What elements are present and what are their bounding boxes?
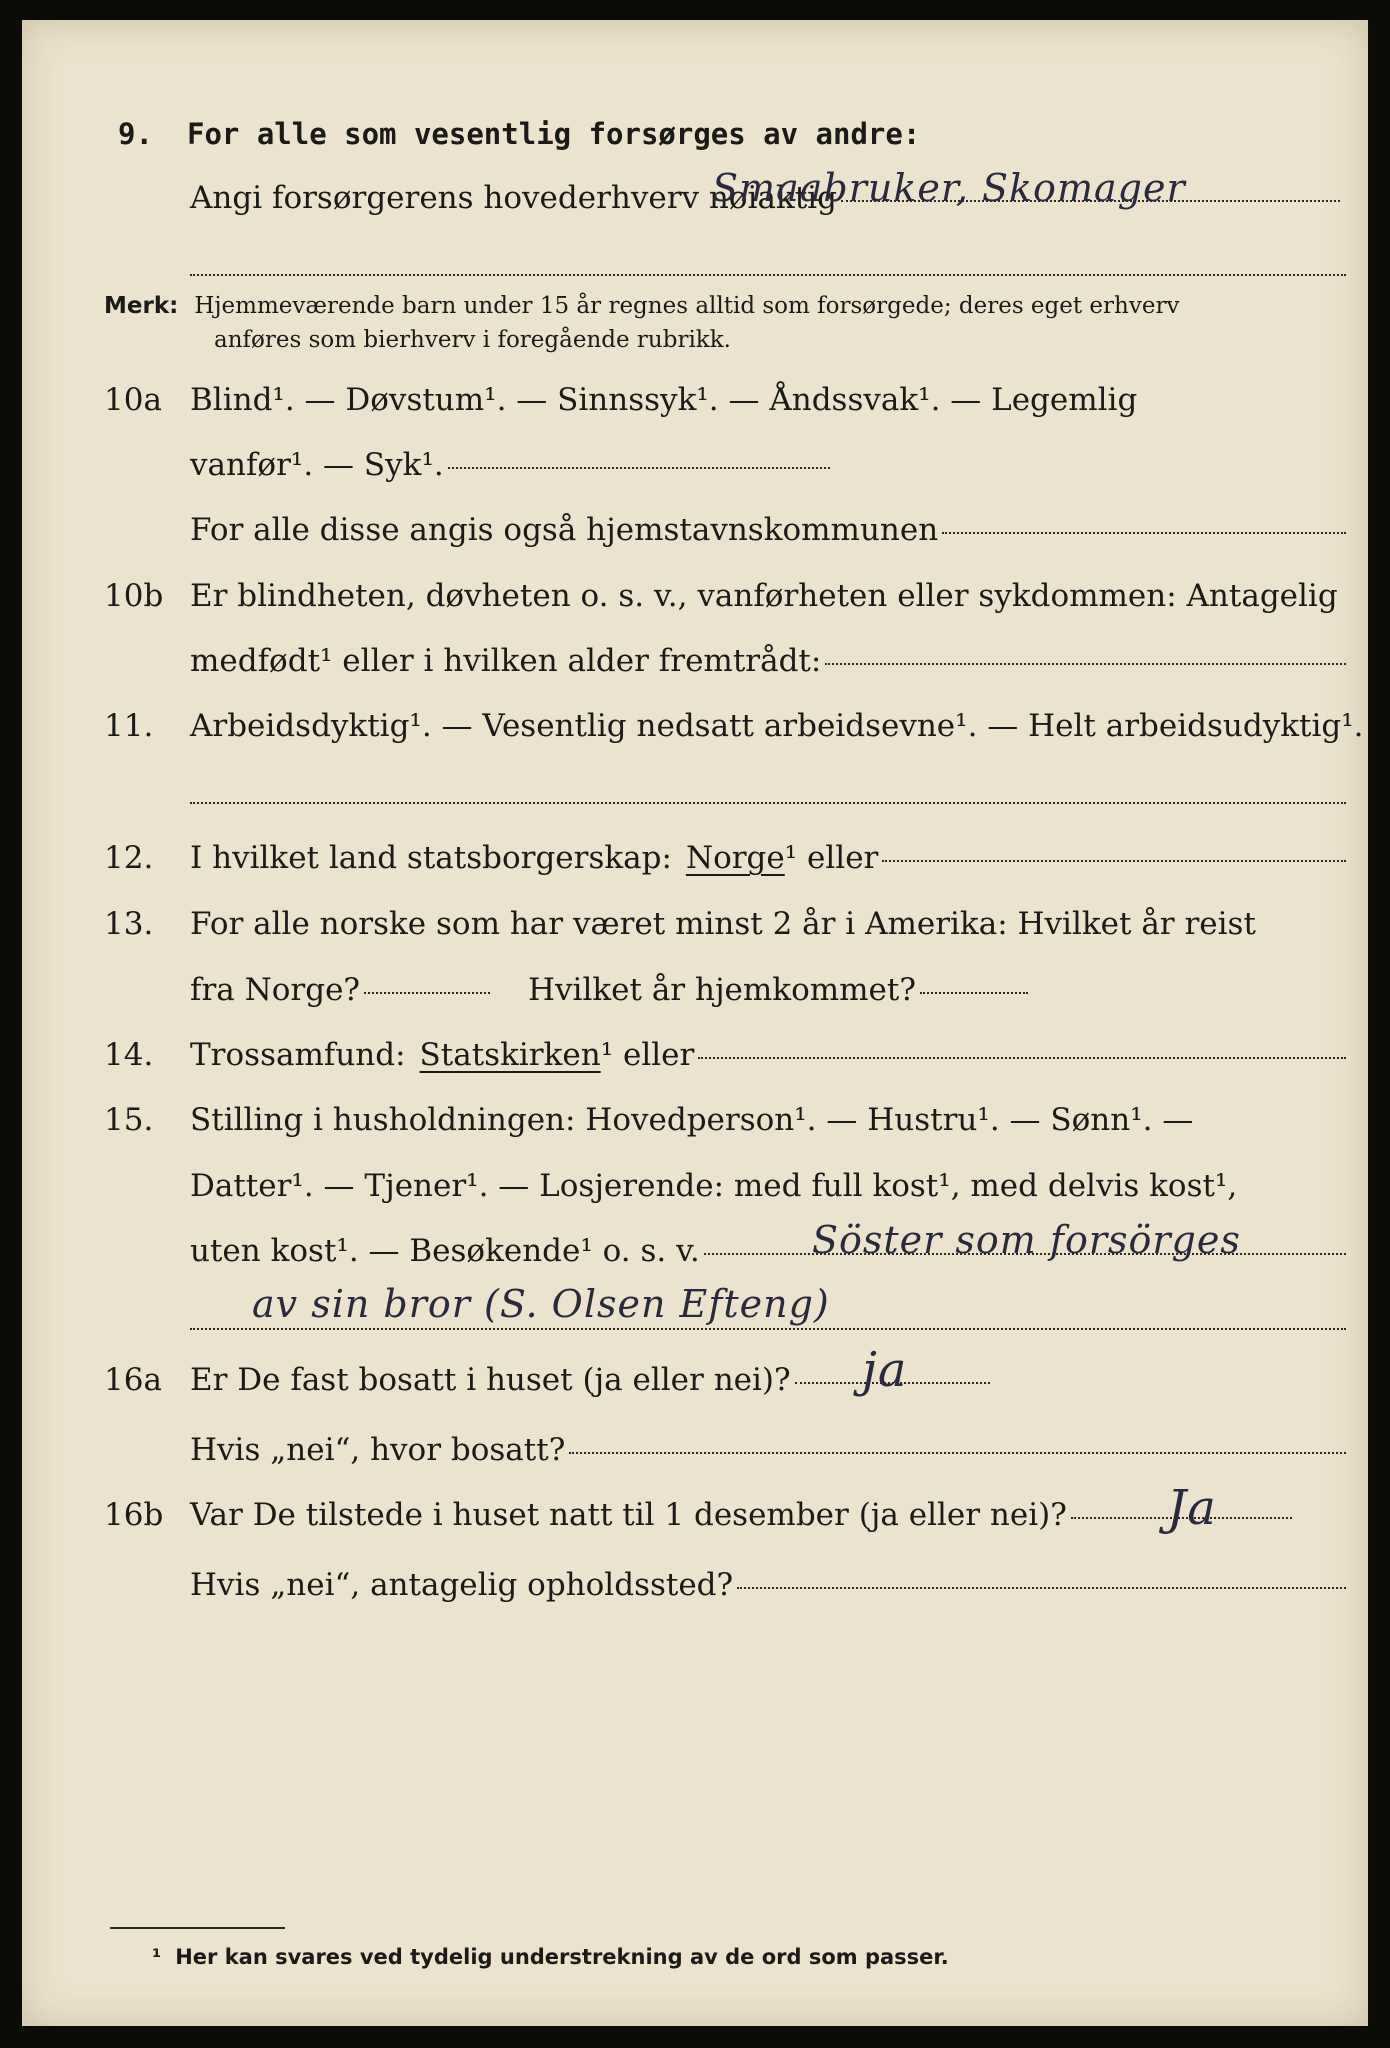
q15-line2: Datter¹. — Tjener¹. — Losjerende: med full kost¹, med delvis kost¹,: [190, 1168, 1238, 1204]
q9-extra-line[interactable]: [190, 274, 1346, 276]
q11-extra-line[interactable]: [190, 802, 1346, 804]
q12-suffix: ¹ eller: [784, 840, 879, 876]
q15-number: 15.: [104, 1102, 154, 1138]
q16a-number: 16a: [104, 1362, 162, 1398]
q15-extra-line[interactable]: [190, 1328, 1346, 1330]
q9-prompt: Angi forsørgerens hovederhverv nøiaktig: [190, 180, 837, 216]
q12-prefix: I hvilket land statsborgerskap:: [190, 840, 672, 876]
q13-line1: For alle norske som har været minst 2 år i Amerika: Hvilket år reist: [190, 906, 1256, 942]
q13-number: 13.: [104, 906, 154, 942]
merk-label: Merk:: [104, 293, 179, 319]
footnote: [152, 1945, 949, 1969]
merk-line2: anføres som bierhverv i foregående rubrikk.: [214, 327, 731, 353]
q16a-handwritten-answer: ja: [862, 1342, 908, 1398]
q10b-line2: [190, 641, 1346, 681]
q16b-opholdssted-label: Hvis „nei“, antagelig opholdssted?: [190, 1567, 734, 1603]
q13-line2b: [528, 970, 1028, 1010]
q16a-bosatt-label: Er De fast bosatt i huset (ja eller nei)?: [190, 1362, 791, 1398]
q16a-hvor-label: Hvis „nei“, hvor bosatt?: [190, 1432, 566, 1468]
q10b-line1: Er blindheten, døvheten o. s. v., vanførheten eller sykdommen: Antagelig: [190, 578, 1338, 614]
q16a-hvor-line[interactable]: [569, 1452, 1346, 1454]
q12-norge-underlined: Norge: [685, 840, 785, 876]
q10a-number: 10a: [104, 382, 162, 418]
footnote-divider: [110, 1927, 285, 1929]
q13-reist-line[interactable]: [364, 992, 490, 994]
q10b-number: 10b: [104, 578, 164, 614]
q14-line: [190, 1035, 1346, 1075]
q13-line2a: [190, 970, 490, 1010]
q12-other-country-line[interactable]: [882, 860, 1346, 862]
q10a-hjemstavn-line[interactable]: [942, 532, 1346, 534]
q15-line1: Stilling i husholdningen: Hovedperson¹. — Hustru¹. — Sønn¹. —: [190, 1102, 1194, 1138]
q14-statskirken-underlined: Statskirken: [419, 1037, 601, 1073]
q15-handwritten-answer-2: av sin bror (S. Olsen Efteng): [252, 1282, 830, 1326]
q12-number: 12.: [104, 840, 154, 876]
merk-note: [104, 290, 1179, 322]
q11-line1: Arbeidsdyktig¹. — Vesentlig nedsatt arbeidsevne¹. — Helt arbeidsudyktig¹.: [190, 708, 1364, 744]
q10b-alder-line[interactable]: [825, 663, 1346, 665]
q10a-syk-line[interactable]: [448, 467, 830, 469]
q16b-handwritten-answer: Ja: [1167, 1480, 1217, 1536]
q13-reist-label: fra Norge?: [190, 972, 361, 1008]
census-form-page: [22, 20, 1368, 2026]
q14-number: 14.: [104, 1037, 154, 1073]
q15-handwritten-answer-1: Söster som forsörges: [812, 1218, 1241, 1262]
footnote-text: Her kan svares ved tydelig understrekning av de ord som passer.: [175, 1945, 949, 1969]
q13-hjemkommet-line[interactable]: [920, 992, 1028, 994]
q10a-hjemstavn-label: For alle disse angis også hjemstavnskommunen: [190, 512, 939, 548]
q16b-tilstede-label: Var De tilstede i huset natt til 1 desember (ja eller nei)?: [190, 1497, 1067, 1533]
q10a-line2: [190, 445, 830, 485]
q14-suffix: ¹ eller: [600, 1037, 695, 1073]
q16b-line2: [190, 1565, 1346, 1605]
q14-prefix: Trossamfund:: [190, 1037, 406, 1073]
q12-line: [190, 838, 1346, 878]
q10a-syk-label: vanfør¹. — Syk¹.: [190, 447, 444, 483]
q16b-number: 16b: [104, 1497, 164, 1533]
q15-besokende-label: uten kost¹. — Besøkende¹ o. s. v.: [190, 1233, 700, 1269]
q11-number: 11.: [104, 708, 154, 744]
merk-line1: Hjemmeværende barn under 15 år regnes alltid som forsørgede; deres eget erhverv: [194, 293, 1180, 319]
q16a-line2: [190, 1430, 1346, 1470]
q16b-line1: [190, 1495, 1292, 1535]
q16b-opholdssted-line[interactable]: [737, 1587, 1346, 1589]
q13-hjemkommet-label: Hvilket år hjemkommet?: [528, 972, 916, 1008]
q10a-line3: [190, 510, 1346, 550]
q10b-alder-label: medfødt¹ eller i hvilken alder fremtrådt:: [190, 643, 822, 679]
q9-handwritten-answer: Smaabruker, Skomager: [712, 166, 1186, 210]
q9-heading: For alle som vesentlig forsørges av andre:: [187, 117, 921, 151]
footnote-marker: ¹: [152, 1945, 162, 1969]
q10a-line1: Blind¹. — Døvstum¹. — Sinnssyk¹. — Åndssvak¹. — Legemlig: [190, 382, 1138, 418]
q14-other-line[interactable]: [698, 1057, 1346, 1059]
q9-number: 9.: [118, 117, 153, 151]
